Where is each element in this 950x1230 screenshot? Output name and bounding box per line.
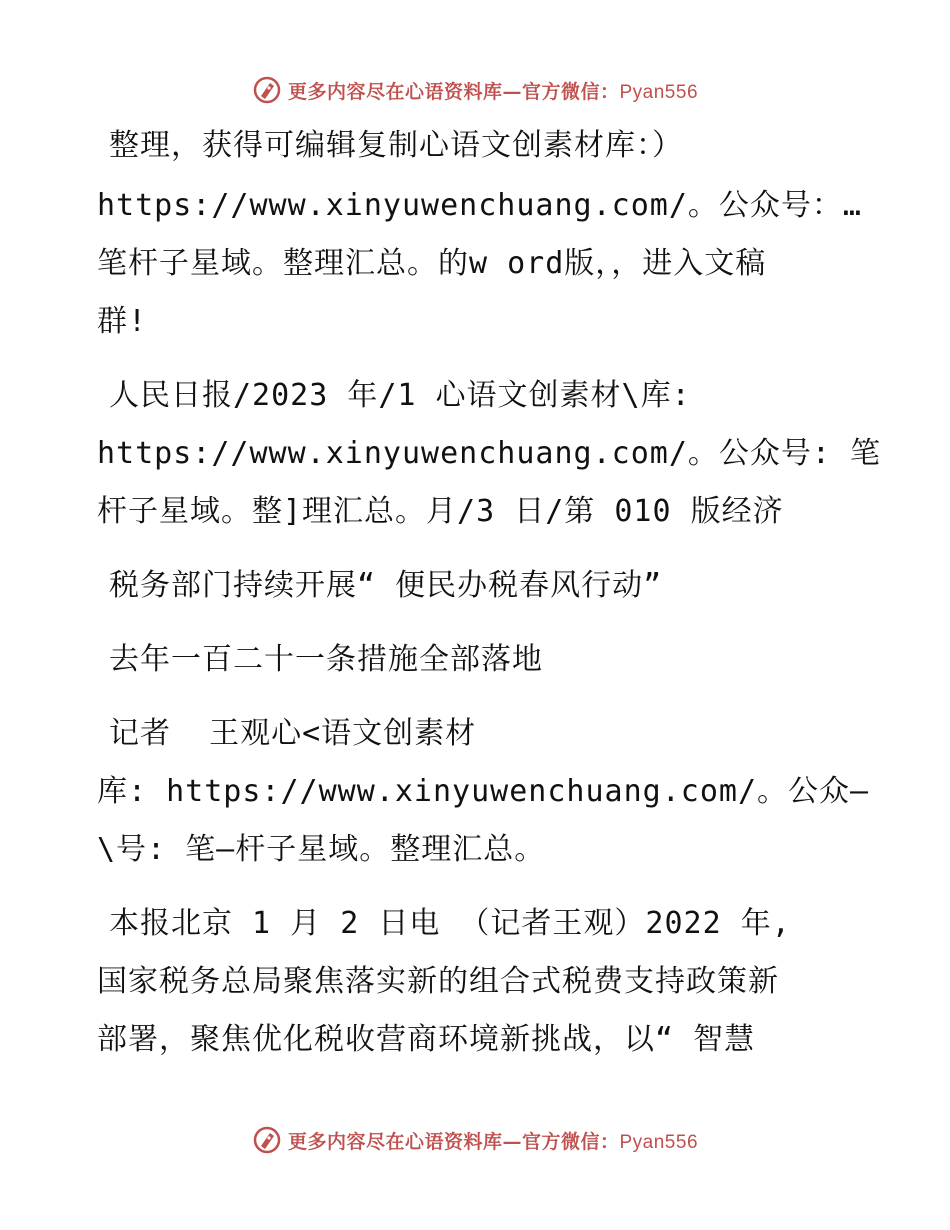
text-line: 国家税务总局聚焦落实新的组合式税费支持政策新	[97, 964, 779, 999]
text-line: 库: https://www.xinyuwenchuang.com/。公众—	[97, 774, 870, 809]
text-line: 群!	[97, 304, 148, 339]
text-line: \号: 笔—杆子星域。整理汇总。	[97, 832, 546, 867]
text-line: https://www.xinyuwenchuang.com/。公众号: 笔	[97, 436, 882, 471]
text-line: 整理，获得可编辑复制心语文创素材库：）	[109, 128, 683, 163]
text-line: 人民日报/2023 年/1 心语文创素材\库:	[109, 378, 691, 413]
text-line: 部署，聚焦优化税收营商环境新挑战，以“ 智慧	[97, 1022, 756, 1057]
header-watermark	[0, 70, 950, 110]
text-line: https://www.xinyuwenchuang.com/。公众号：…	[97, 188, 862, 223]
pen-nib-logo-icon	[252, 1125, 282, 1155]
headline: 税务部门持续开展“ 便民办税春风行动”	[109, 568, 663, 603]
byline: 记者 王观心<语文创素材	[109, 716, 477, 751]
subheadline: 去年一百二十一条措施全部落地	[109, 642, 543, 677]
footer-watermark	[0, 1120, 950, 1160]
text-line: 杆子星域。整]理汇总。月/3 日/第 010 版经济	[97, 494, 784, 529]
text-line: 笔杆子星域。整理汇总。的w ord版，，进入文稿	[97, 246, 767, 281]
watermark-text: 更多内容尽在心语资料库—官方微信：Pyan556	[287, 80, 699, 103]
pen-nib-logo-icon	[252, 75, 282, 105]
watermark-text: 更多内容尽在心语资料库—官方微信：Pyan556	[287, 1130, 699, 1153]
text-line: 本报北京 1 月 2 日电 （记者王观）2022 年,	[109, 906, 791, 941]
